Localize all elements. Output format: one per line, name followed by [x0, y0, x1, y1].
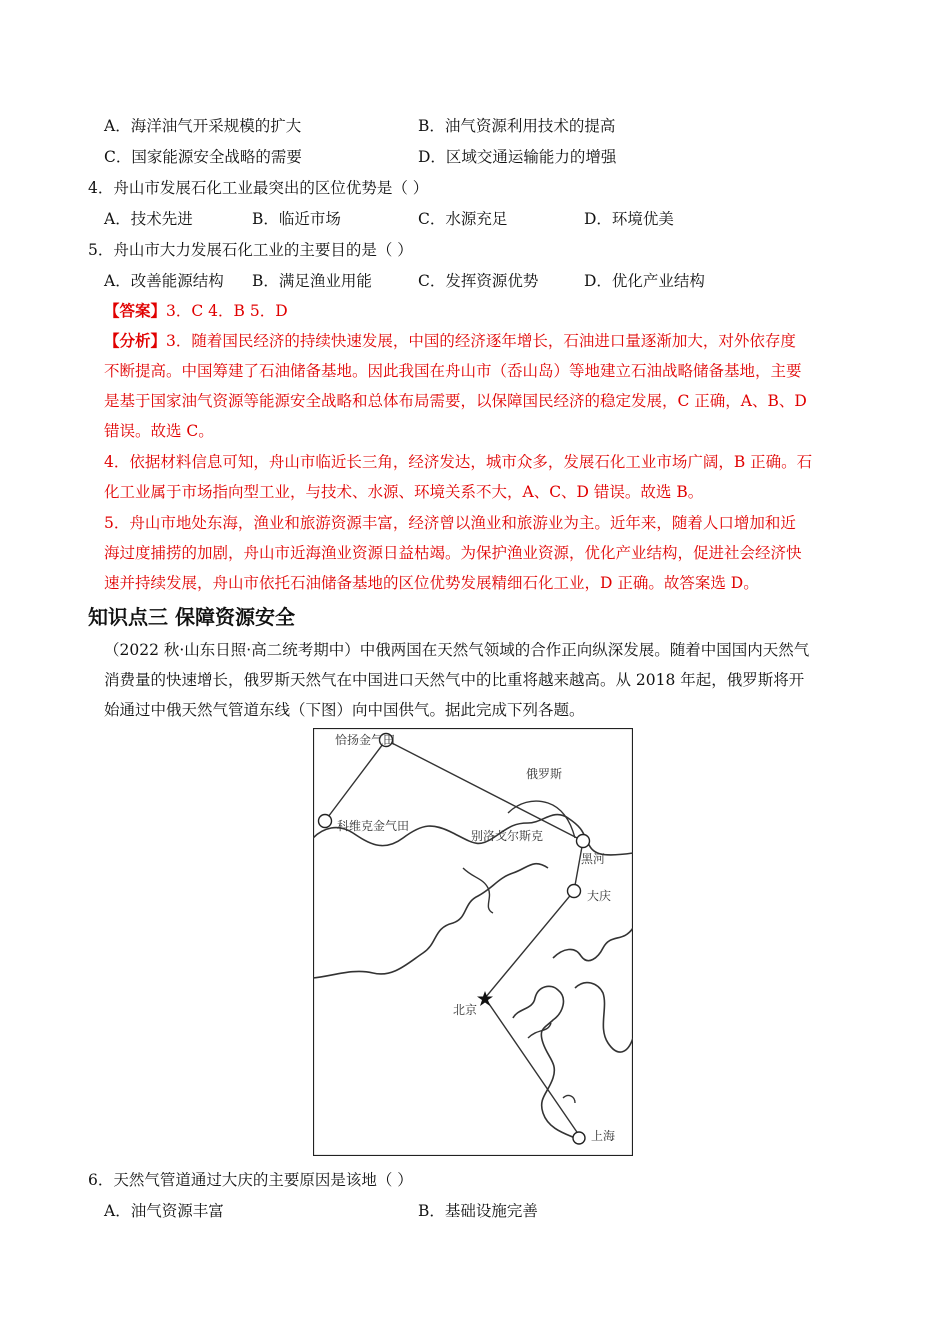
analysis-p5-line3: 速并持续发展，舟山市依托石油储备基地的区位优势发展精细石化工业，D 正确。故答案选 D。: [104, 574, 759, 592]
analysis-p3-line3: 是基于国家油气资源等能源安全战略和总体布局需要，以保障国民经济的稳定发展，C 正确，A、B、D: [104, 392, 807, 410]
label-shanghai: 上海: [591, 1129, 616, 1143]
analysis-p4-line2: 化工业属于市场指向型工业，与技术、水源、环境关系不大，A、C、D 错误。故选 B。: [104, 483, 704, 501]
analysis-p3-line1: [104, 330, 796, 352]
q3-option-a: A．海洋油气开采规模的扩大: [104, 117, 302, 135]
q4-stem: 4．舟山市发展石化工业最突出的区位优势是（ ）: [88, 179, 429, 197]
analysis-p4-line1: 4．依据材料信息可知，舟山市临近长三角，经济发达，城市众多，发展石化工业市场广阔，B 正确。石: [104, 453, 813, 471]
section-title: 知识点三 保障资源安全: [88, 605, 295, 629]
analysis-p3-line2: 不断提高。中国筹建了石油储备基地。因此我国在舟山市（岙山岛）等地建立石油战略储备基地，主要: [104, 362, 802, 380]
map-frame: [314, 729, 633, 1156]
label-kovykta: 科维克金气田: [337, 819, 410, 833]
analysis-p5-line1: 5．舟山市地处东海，渔业和旅游资源丰富，经济曾以渔业和旅游业为主。近年来，随着人口增加和近: [104, 514, 796, 532]
intro-line1: （2022 秋·山东日照·高二统考期中）中俄两国在天然气领域的合作正向纵深发展。随着中国国内天然气: [104, 641, 810, 659]
q4-option-a: A．技术先进: [104, 210, 193, 228]
label-russia: 俄罗斯: [526, 767, 563, 781]
q5-option-c: C．发挥资源优势: [418, 272, 539, 290]
q5-option-d: D．优化产业结构: [584, 272, 705, 290]
label-blagoveshchensk: 别洛戈尔斯克: [471, 829, 544, 843]
answer-text: 3．C 4．B 5．D: [166, 302, 288, 320]
q6-stem: 6．天然气管道通过大庆的主要原因是该地（ ）: [88, 1171, 413, 1189]
intro-line2: 消费量的快速增长，俄罗斯天然气在中国进口天然气中的比重将越来越高。从 2018 年起，俄罗斯将开: [104, 671, 805, 689]
analysis-p5-line2: 海过度捕捞的加剧，舟山市近海渔业资源日益枯竭。为保护渔业资源，优化产业结构，促进社会经济快: [104, 544, 802, 562]
intro-line3: 始通过中俄天然气管道东线（下图）向中国供气。据此完成下列各题。: [104, 701, 585, 719]
label-chayanda: 恰扬金气田: [335, 733, 396, 747]
q3-option-d: D．区域交通运输能力的增强: [418, 148, 617, 166]
answer-line: [104, 300, 288, 322]
label-heihe: 黑河: [581, 852, 606, 866]
q3-option-c: C．国家能源安全战略的需要: [104, 148, 302, 166]
q5-option-a: A．改善能源结构: [104, 272, 224, 290]
analysis-label: 【分析】: [104, 331, 167, 350]
label-daqing: 大庆: [587, 889, 612, 903]
q3-option-b: B．油气资源利用技术的提高: [418, 117, 616, 135]
q5-stem: 5．舟山市大力发展石化工业的主要目的是（ ）: [88, 241, 413, 259]
q6-option-b: B．基础设施完善: [418, 1202, 538, 1220]
q6-option-a: A．油气资源丰富: [104, 1202, 224, 1220]
heihe-node: [577, 835, 590, 848]
label-beijing: 北京: [453, 1003, 478, 1017]
q4-option-d: D．环境优美: [584, 210, 674, 228]
q5-option-b: B．满足渔业用能: [252, 272, 372, 290]
answer-label: 【答案】: [104, 301, 167, 320]
pipeline-map: [313, 728, 633, 1156]
analysis-p3-line4: 错误。故选 C。: [104, 422, 214, 440]
shanghai-node: [573, 1132, 585, 1144]
kovykta-node: [319, 815, 332, 828]
analysis-p3-text1: 3．随着国民经济的持续快速发展，中国的经济逐年增长，石油进口量逐渐加大，对外依存度: [166, 332, 796, 350]
daqing-node: [568, 885, 581, 898]
q4-option-b: B．临近市场: [252, 210, 341, 228]
q4-option-c: C．水源充足: [418, 210, 508, 228]
